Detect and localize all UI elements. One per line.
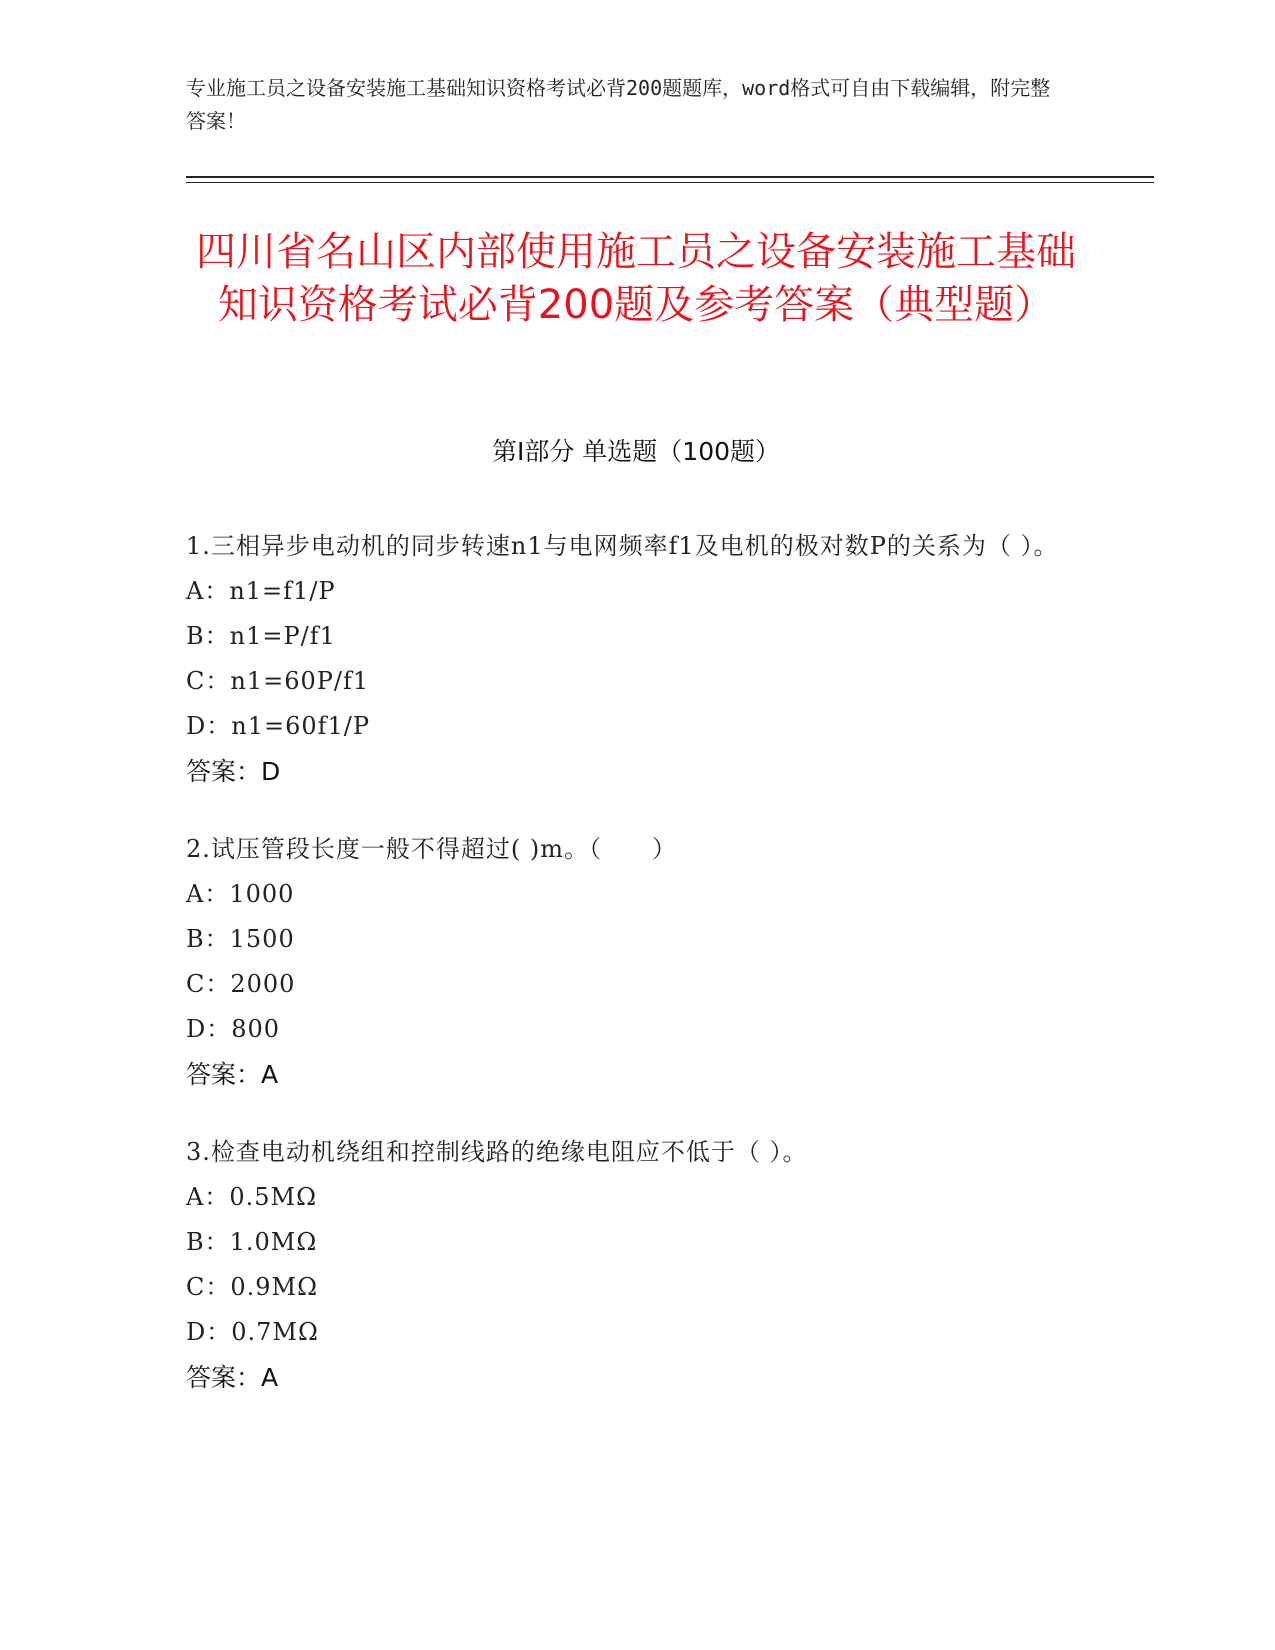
option-a: A：n1=f1/P: [186, 577, 336, 605]
question-1: [186, 524, 1086, 794]
option-b: B：1500: [186, 925, 295, 953]
option-a: A：0.5MΩ: [186, 1183, 317, 1211]
answer: 答案：A: [186, 1363, 279, 1392]
header-divider-thick: [186, 176, 1154, 178]
option-c: C：2000: [186, 970, 296, 998]
option-a: A：1000: [186, 880, 295, 908]
option-b: B：n1=P/f1: [186, 622, 336, 650]
option-c: C：n1=60P/f1: [186, 667, 370, 695]
answer: 答案：A: [186, 1060, 279, 1089]
option-b: B：1.0MΩ: [186, 1228, 318, 1256]
question-text: 2.试压管段长度一般不得超过( )m。（ ）: [186, 835, 678, 863]
section-heading: 第Ⅰ部分 单选题（100题）: [491, 437, 781, 466]
option-d: D：800: [186, 1015, 281, 1043]
header-divider-thin: [186, 182, 1154, 183]
option-d: D：0.7MΩ: [186, 1318, 319, 1346]
option-d: D：n1=60f1/P: [186, 712, 371, 740]
question-3: [186, 1130, 1086, 1400]
answer: 答案：D: [186, 757, 281, 786]
document-title: 四川省名山区内部使用施工员之设备安装施工基础知识资格考试必背200题及参考答案（典型题）: [196, 229, 1076, 328]
option-c: C：0.9MΩ: [186, 1273, 319, 1301]
question-text: 3.检查电动机绕组和控制线路的绝缘电阻应不低于（ ）。: [186, 1138, 808, 1166]
question-list: [186, 524, 1086, 1433]
question-text: 1.三相异步电动机的同步转速n1与电网频率f1及电机的极对数P的关系为（ ）。: [186, 532, 1059, 560]
header-note: 专业施工员之设备安装施工基础知识资格考试必背200题题库，word格式可自由下载编辑，附完整答案！: [186, 76, 1051, 133]
question-2: [186, 827, 1086, 1097]
